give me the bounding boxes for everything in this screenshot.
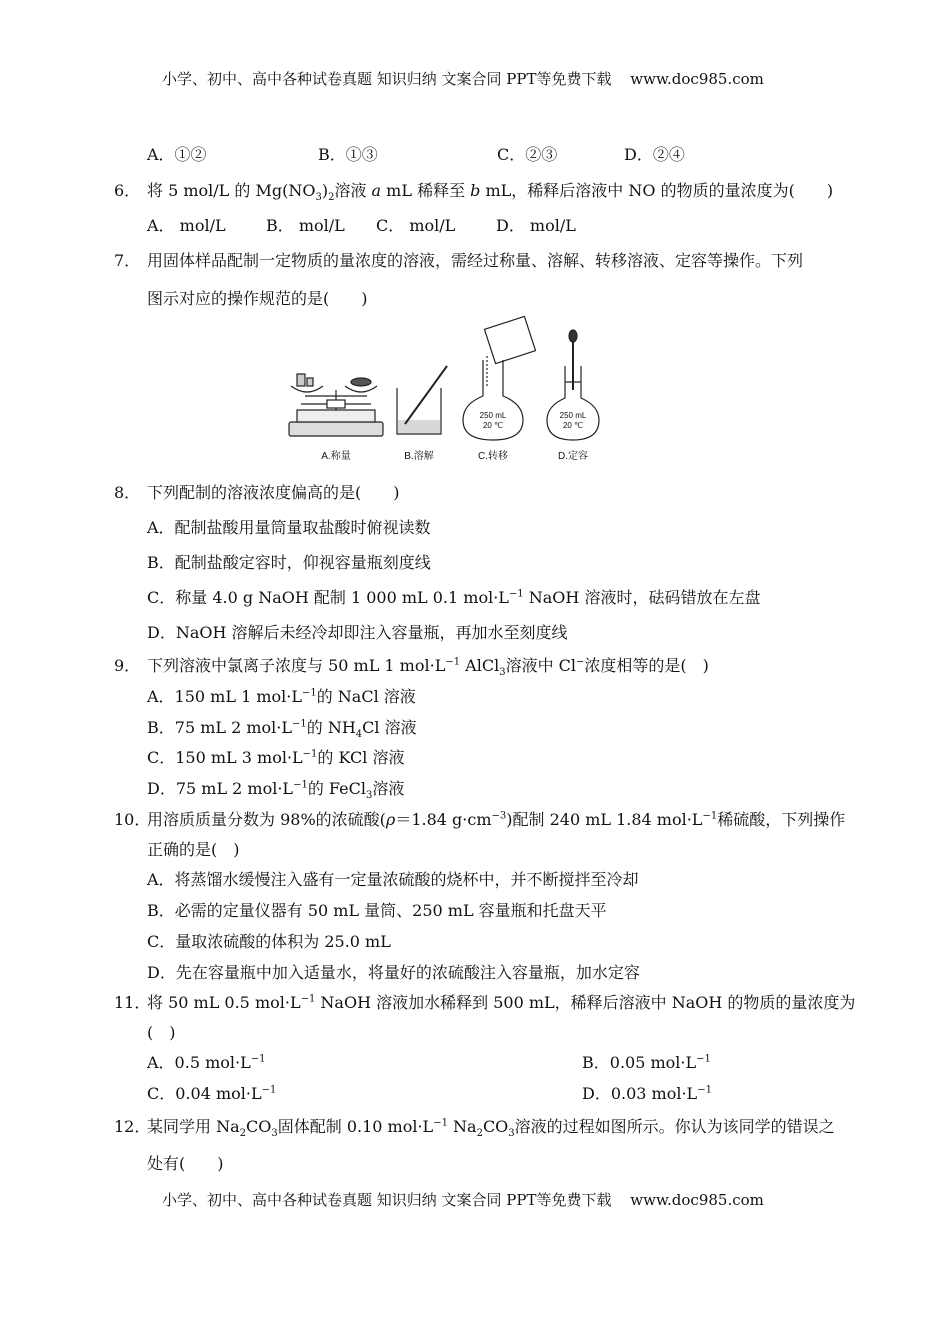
- superscript: −1: [433, 1117, 448, 1129]
- superscript: −3: [491, 810, 507, 822]
- q10-line-2: 正确的是( ): [147, 840, 240, 859]
- beaker-illustration: [397, 366, 447, 434]
- stem-text: 固体配制 0.10 mol·L: [277, 1117, 434, 1136]
- stem-text: NaOH 溶液加水稀释到 500 mL，稀释后溶液中 NaOH 的物质的量浓度为: [315, 993, 856, 1012]
- question-number: 12．: [114, 1117, 151, 1136]
- superscript: −1: [292, 718, 307, 730]
- option-text: D．0.03 mol·L: [582, 1084, 698, 1103]
- superscript: −1: [445, 656, 461, 668]
- superscript: −1: [300, 993, 316, 1005]
- q10-option-a: A．将蒸馏水缓慢注入盛有一定量浓硫酸的烧杯中，并不断搅拌至冷却: [147, 870, 639, 889]
- q6-option-b: B． mol/L: [266, 216, 345, 235]
- question-number: 7．: [114, 251, 141, 270]
- stem-text: 溶液中 Cl: [505, 656, 577, 675]
- superscript: −1: [696, 1053, 711, 1065]
- option-text: Cl 溶液: [362, 718, 417, 737]
- variable-b: b: [470, 181, 481, 200]
- caption-d: D.定容: [558, 451, 588, 462]
- q8-option-c: [147, 587, 760, 609]
- subscript: 3: [508, 1128, 515, 1140]
- stem-text: 浓度相等的是( ): [584, 656, 709, 675]
- q10-option-d: D．先在容量瓶中加入适量水，将量好的浓硫酸注入容量瓶，加水定容: [147, 963, 640, 982]
- caption-c: C.转移: [478, 451, 508, 462]
- question-7: [114, 250, 803, 272]
- superscript: −1: [301, 687, 317, 699]
- q8-option-a: A．配制盐酸用量筒量取盐酸时俯视读数: [147, 518, 431, 537]
- stem-text: mL，稀释后溶液中 NO 的物质的量浓度为( ): [480, 181, 834, 200]
- stem-text: 某同学用 Na: [147, 1117, 240, 1136]
- stem-text: 溶液的过程如图所示。你认为该同学的错误之: [514, 1117, 835, 1136]
- q10-option-b: B．必需的定量仪器有 50 mL 量筒、250 mL 容量瓶和托盘天平: [147, 901, 607, 920]
- question-number: 10．: [114, 810, 151, 829]
- stem-text: 用固体样品配制一定物质的量浓度的溶液，需经过称量、溶解、转移溶液、定容等操作。下列: [147, 251, 804, 270]
- option-text: 的 NaCl 溶液: [316, 687, 416, 706]
- make-to-volume-illustration: [547, 330, 599, 440]
- superscript: −1: [250, 1053, 266, 1065]
- question-number: 9．: [114, 656, 141, 675]
- stem-text: mL 稀释至: [381, 181, 471, 200]
- footer-site: www.doc985.com: [630, 1191, 764, 1209]
- option-text: NaOH 溶液时，砝码错放在左盘: [523, 588, 761, 607]
- flask-c-volume: 250 mL: [479, 411, 507, 420]
- stem-text: Na: [447, 1117, 477, 1136]
- subscript: 3: [271, 1128, 278, 1140]
- option-text: 的 FeCl: [307, 779, 366, 798]
- stem-text: 下列配制的溶液浓度偏高的是( ): [147, 483, 400, 502]
- page-header: [162, 69, 764, 89]
- option-text: 溶液: [372, 779, 405, 798]
- q11-option-a: [147, 1052, 265, 1074]
- superscript: −1: [293, 779, 308, 791]
- footer-banner: 小学、初中、高中各种试卷真题 知识归纳 文案合同 PPT等免费下载: [162, 1191, 612, 1209]
- option-text: B．75 mL 2 mol·L: [147, 718, 292, 737]
- q11-line-2: ( ): [147, 1023, 176, 1042]
- stem-text: ＝1.84 g·cm: [395, 810, 492, 829]
- q11-option-d: [582, 1083, 712, 1105]
- subscript: 2: [239, 1128, 247, 1140]
- q8-option-d: D．NaOH 溶解后未经冷却即注入容量瓶，再加水至刻度线: [147, 623, 568, 642]
- question-number: 11．: [114, 993, 151, 1012]
- q9-option-b: [147, 717, 417, 739]
- stem-text: 下列溶液中氯离子浓度与 50 mL 1 mol·L: [147, 656, 446, 675]
- q9-option-a: [147, 686, 416, 708]
- header-site: www.doc985.com: [630, 70, 764, 88]
- subscript: 3: [315, 192, 322, 204]
- flask-c-temp: 20 ℃: [482, 421, 504, 430]
- superscript: −: [576, 656, 585, 668]
- question-number: 8．: [114, 483, 141, 502]
- stem-text: AlCl: [460, 656, 500, 675]
- question-9: [114, 655, 709, 677]
- stem-text: 用溶质质量分数为 98%的浓硫酸(: [147, 810, 386, 829]
- superscript: −1: [702, 810, 718, 822]
- option-text: A．150 mL 1 mol·L: [147, 687, 302, 706]
- subscript: 3: [365, 790, 373, 802]
- question-12: [114, 1116, 835, 1138]
- stem-text: 稀硫酸，下列操作: [717, 810, 846, 829]
- stem-text: CO: [246, 1117, 272, 1136]
- q5-option-d: D．②④: [624, 145, 685, 164]
- q11-option-b: [582, 1052, 711, 1074]
- option-text: 的 NH: [306, 718, 356, 737]
- q12-line-2: 处有( ): [147, 1154, 224, 1173]
- question-8: [114, 482, 400, 504]
- subscript: 4: [355, 729, 363, 741]
- q5-option-b: B．①③: [318, 145, 378, 164]
- stem-text: )配制 240 mL 1.84 mol·L: [506, 810, 703, 829]
- stem-text: 溶液: [334, 181, 372, 200]
- option-text: A．0.5 mol·L: [147, 1053, 251, 1072]
- lab-operations-figure: [283, 316, 623, 468]
- flask-d-temp: 20 ℃: [562, 421, 584, 430]
- superscript: −1: [261, 1084, 277, 1096]
- superscript: −1: [508, 588, 524, 600]
- page-footer: [162, 1190, 764, 1210]
- q11-option-c: [147, 1083, 276, 1105]
- superscript: −1: [697, 1084, 712, 1096]
- option-text: C．0.04 mol·L: [147, 1084, 262, 1103]
- transfer-illustration: [463, 316, 536, 440]
- q6-option-c: C． mol/L: [376, 216, 456, 235]
- rho-symbol: ρ: [385, 810, 396, 829]
- option-text: C．150 mL 3 mol·L: [147, 748, 303, 767]
- caption-a: A.称量: [321, 451, 351, 462]
- option-text: C．称量 4.0 g NaOH 配制 1 000 mL 0.1 mol·L: [147, 588, 509, 607]
- q5-option-a: A．①②: [147, 145, 207, 164]
- question-6: [114, 180, 833, 202]
- q6-option-a: A． mol/L: [147, 216, 226, 235]
- superscript: −1: [302, 748, 318, 760]
- stem-text: 将 5 mol/L 的 Mg(NO: [147, 181, 316, 200]
- subscript: 2: [476, 1128, 483, 1140]
- option-text: D．75 mL 2 mol·L: [147, 779, 294, 798]
- balance-illustration: [289, 374, 383, 436]
- q5-option-c: C．②③: [497, 145, 558, 164]
- header-banner: 小学、初中、高中各种试卷真题 知识归纳 文案合同 PPT等免费下载: [162, 70, 612, 88]
- caption-b: B.溶解: [404, 451, 434, 462]
- stem-text: 将 50 mL 0.5 mol·L: [147, 993, 301, 1012]
- stem-text: ): [321, 181, 329, 200]
- q8-option-b: B．配制盐酸定容时，仰视容量瓶刻度线: [147, 553, 431, 572]
- subscript: 3: [499, 667, 506, 679]
- stem-text: CO: [482, 1117, 509, 1136]
- q6-option-d: D． mol/L: [496, 216, 576, 235]
- q9-option-c: [147, 747, 404, 769]
- q10-option-c: C．量取浓硫酸的体积为 25.0 mL: [147, 932, 391, 951]
- variable-a: a: [371, 181, 382, 200]
- option-text: B．0.05 mol·L: [582, 1053, 697, 1072]
- q7-line-2: 图示对应的操作规范的是( ): [147, 289, 368, 308]
- question-11: [114, 992, 855, 1014]
- q9-option-d: [147, 778, 404, 800]
- option-text: 的 KCl 溶液: [317, 748, 405, 767]
- flask-d-volume: 250 mL: [559, 411, 587, 420]
- subscript: 2: [328, 192, 335, 204]
- question-number: 6．: [114, 181, 141, 200]
- question-10: [114, 809, 845, 831]
